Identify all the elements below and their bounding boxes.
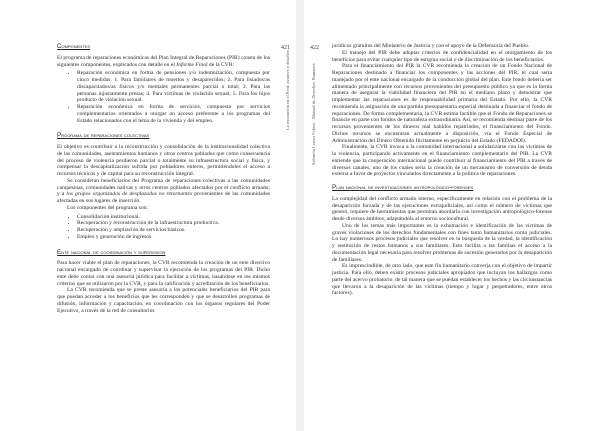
paragraph: La CVR recomienda que se preste asesoría a los potenciales beneficiarios del PIR para que puedan acceder a los beneficios que les corresponden y que se desarrollen programas de difusión, información y capacitación, en coordinación con los órganos regulares del Poder Ejecutivo, a través de la red de consultorios [57,287,270,314]
paragraph: El programa de reparaciones económicas del Plan Integral de Reparaciones (PIR) consta de los siguientes componentes, explicados con detalle en el Informe Final de la CVR: [57,54,270,68]
paragraph: Para hacer viable el plan de reparaciones, la CVR recomienda la creación de un ente directivo nacional encargado de coordinar y supervisar la ejecución de los programas del PIR. Dicho ente debe contar con una asesoría jurídica para facilitar a víctimas, basándose en los mismos criterios que se utilizaron por la CVR, y para la calificación y acreditación de los beneficiarios. [57,260,270,287]
section-heading-componentes: Componentes [57,43,90,50]
paragraph: jurídicos gratuitos del Ministerio de Justicia y con el apoyo de la Defensoría del Pueblo. [332,43,530,49]
list-item: • Empleo y generación de ingresos. [77,234,270,241]
paragraph: Finalmente, la CVR invoca a la comunidad internacional a solidarizarse con las víctimas de la violencia, participando activamente en el financiamiento complementario del PIR. La CVR entiende que la cooperación internacional puede contribuir al financiamiento del PIR a través de diversos canales, uno de los cuales sería la creación de un mecanismo de conversión de deuda externa a favor de proyectos vinculados directamente a la política de reparaciones. [332,144,552,178]
list-item: • Reparación económica en forma de servicios, compuesta por servicios complementarios orientados a otorgar un acceso preferente a los programas del Estado relacionados con el tema de la vivienda y del empleo. [77,104,270,124]
list-item: • Consolidación institucional. [77,214,270,221]
page-number: 422 [310,45,319,51]
paragraph: El objetivo es contribuir a la reconstrucción y consolidación de la institucionalidad colectiva de las comunidades, asentamientos humanos y otros centros poblados que como consecuencia del proceso de violencia perdieron parcial o totalmente su infraestructura social y física, y compensar la descapitalización sufrida por pobladores enteros, permitiéndoles el acceso a recursos técnicos y de capital para su reconstrucción integral. [57,144,270,177]
section-heading-plan-forense: Plan nacional de investigaciones antropológico-forenses [332,184,474,191]
paragraph: El manejo del PIR debe adoptar criterios de confidencialidad en el otorgamiento de los beneficios para evitar cualquier tipo de estigma social o de discriminación de los beneficiarios. [332,49,552,63]
right-text-column [332,43,552,297]
paragraph: Es imprescindible, de otro lado, que este fin humanitario converja con el objetivo de impartir justicia. Para ello, deben existir procesos judiciales apropiados que incluyan los hallazgos como parte del acervo probatorio, de tal manera que se puedan establecer los hechos y las circunstancias que llevaron a la desaparición de las víctimas (tiempo y lugar y perpetradores, entre otros factores). [332,263,552,297]
components-list [57,70,270,124]
section-heading-reparaciones-colectivas: Programa de reparaciones colectivas [57,132,150,140]
running-head: Salomón Lerner Febres · Manual de Derechos Humanos [311,63,316,165]
paragraph: Para el financiamiento del PIR la CVR recomienda la creación de un Fondo Nacional de Reparaciones destinado a financiar los componentes y las acciones del PIR, el cual sería manejado por el ente nacional encargado de la conducción global del plan. Este fondo debería ser alimentado principalmente con recursos provenientes del presupuesto público ya que es la forma manera de asegurar la viabilidad financiera del PIR en el mediano plazo y demostrar que implementar las reparaciones es de responsabilidad primaria del Estado. Por ello, la CVR recomienda la asignación de una partida presupuestaria especial destinada a financiar el fondo de reparaciones. De forma complementaria, la CVR estima factible que el Fondo de Reparaciones se financie en parte con fondos de naturaleza extraordinaria. Así, se recomienda destinar parte de los recursos provenientes de los dineros mal habidos repatriados, el financiamiento del Fondo. Dichos recursos se encuentran actualmente a disposición, vía el Fondo Especial de Administración del Dinero Obtenido Ilícitamente en perjuicio del Estado (FEDADOI). [332,63,552,144]
paragraph: La complejidad del conflicto armado interno, específicamente en relación con el problema de la desaparición forzada y de las ejecuciones extrajudiciales, así como el número de víctimas que generó, requiere de herramientas que permitan abordarla con investigación antropológico-forense desde diversos ámbitos, adaptándola al entorno sociocultural. [332,195,552,222]
program-components-list [57,214,270,241]
paragraph: Se consideran beneficiarios del Programa de reparaciones colectivas a las comunidades campesinas, comunidades nativas y otros centros poblados afectados por el conflicto armado; y a los grupos organizados de desplazados no retornantes provenientes de las comunidades afectadas en sus lugares de inserción. [57,177,271,204]
list-item: • Recuperación y reconstrucción de la infraestructura productiva. [77,220,270,227]
section-heading-ente-nacional: Ente nacional de coordinación y supervisión [57,248,166,256]
running-head: La reparación en el Perú: avances y desafíos [285,49,290,130]
list-item: • Reparación económica en forma de pensiones y/o indemnización, compuesta por cinco medidas: 1. Para familiares de muertos y desaparecidos; 2. Para lisiados/as discapacitados/as físicos y/o mentales permanentes parcial o total; 3. Para las personas injustamente presas; 4. Para víctimas de violación sexual; 5. Para los hijos producto de violación sexual. [77,70,270,104]
paragraph: Uno de los temas más importantes es la exhumación e identificación de las víctimas de graves violaciones de los derechos fundamentales con fines tanto humanitarios como judiciales. Lo hay numerosos procesos judiciales que resolver en la búsqueda de la verdad, la identificación y restitución de restos humanos a sus familiares. Esto facilita a las familias el acceso a la documentación legal necesaria para resolver problemas de sucesión generados por la desaparición de familiares. [332,222,552,263]
right-page [300,0,600,431]
page-number: 421 [281,45,290,51]
list-item: • Recuperación y ampliación de servicios básicos. [77,227,270,234]
paragraph: Los componentes del programa son: [67,204,149,211]
left-text-column [57,44,270,314]
